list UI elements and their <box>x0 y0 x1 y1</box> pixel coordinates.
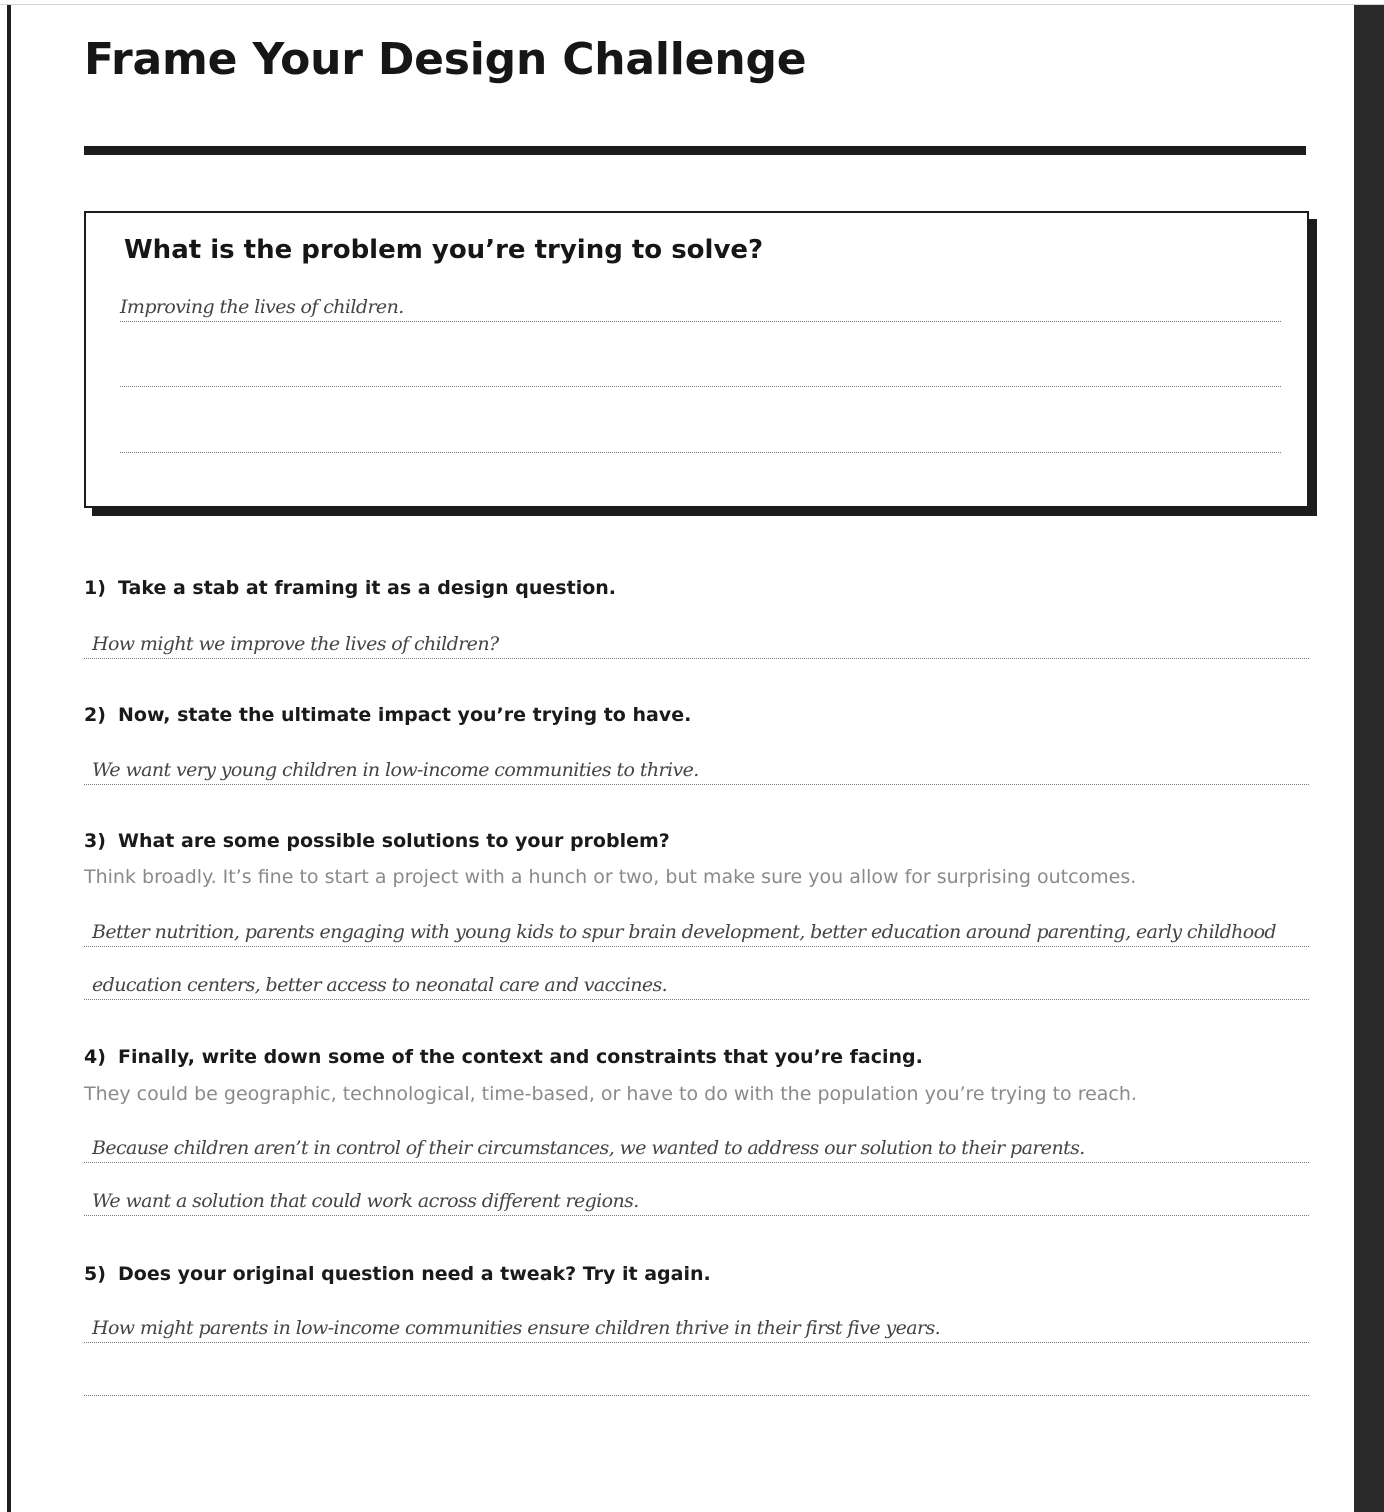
question-number: 5) <box>84 1263 106 1285</box>
question-text: Take a stab at framing it as a design question. <box>118 577 617 599</box>
question-3-answer-line-2[interactable] <box>84 967 1309 1000</box>
right-edge-bar <box>1354 5 1384 1512</box>
question-number: 4) <box>84 1046 106 1068</box>
answer-text: education centers, better access to neonatal care and vaccines. <box>92 974 668 996</box>
answer-text: Better nutrition, parents engaging with young kids to spur brain development, better education around parenting, early childhood <box>92 921 1276 943</box>
question-number: 2) <box>84 704 106 726</box>
question-text: Now, state the ultimate impact you’re trying to have. <box>118 704 692 726</box>
question-4-answer-line-1[interactable] <box>84 1130 1309 1163</box>
left-page-border <box>7 5 11 1512</box>
problem-heading: What is the problem you’re trying to solve? <box>124 235 764 265</box>
answer-text: How might we improve the lives of children? <box>92 633 499 655</box>
problem-answer-line-3[interactable] <box>120 422 1281 453</box>
question-4-hint: They could be geographic, technological, time-based, or have to do with the population you’re trying to reach. <box>84 1083 1137 1105</box>
problem-answer-text: Improving the lives of children. <box>120 296 404 318</box>
question-number: 1) <box>84 577 106 599</box>
problem-answer-line-2[interactable] <box>120 356 1281 387</box>
question-5-heading <box>84 1263 711 1285</box>
question-1-heading <box>84 577 616 599</box>
question-5-answer-line-1[interactable] <box>84 1310 1309 1343</box>
question-2-heading <box>84 704 691 726</box>
question-3-heading <box>84 830 670 852</box>
question-2-answer-line[interactable] <box>84 752 1309 785</box>
problem-answer-line-1[interactable] <box>120 291 1281 322</box>
title-divider <box>84 146 1306 155</box>
question-1-answer-line[interactable] <box>84 626 1309 659</box>
top-edge-rule <box>0 4 1384 5</box>
question-4-heading <box>84 1046 923 1068</box>
question-number: 3) <box>84 830 106 852</box>
problem-box <box>84 211 1309 508</box>
question-3-hint: Think broadly. It’s fine to start a project with a hunch or two, but make sure you allow for surprising outcomes. <box>84 866 1137 888</box>
question-3-answer-line-1[interactable] <box>84 914 1309 947</box>
answer-text: We want a solution that could work across different regions. <box>92 1190 639 1212</box>
question-text: What are some possible solutions to your problem? <box>118 830 670 852</box>
page-title: Frame Your Design Challenge <box>84 34 807 85</box>
answer-text: Because children aren’t in control of their circumstances, we wanted to address our solution to their parents. <box>92 1137 1085 1159</box>
question-5-answer-line-2[interactable] <box>84 1363 1309 1396</box>
question-4-answer-line-2[interactable] <box>84 1183 1309 1216</box>
answer-text: How might parents in low-income communities ensure children thrive in their first five years. <box>92 1317 941 1339</box>
question-text: Does your original question need a tweak? Try it again. <box>118 1263 711 1285</box>
answer-text: We want very young children in low-income communities to thrive. <box>92 759 699 781</box>
question-text: Finally, write down some of the context and constraints that you’re facing. <box>118 1046 923 1068</box>
